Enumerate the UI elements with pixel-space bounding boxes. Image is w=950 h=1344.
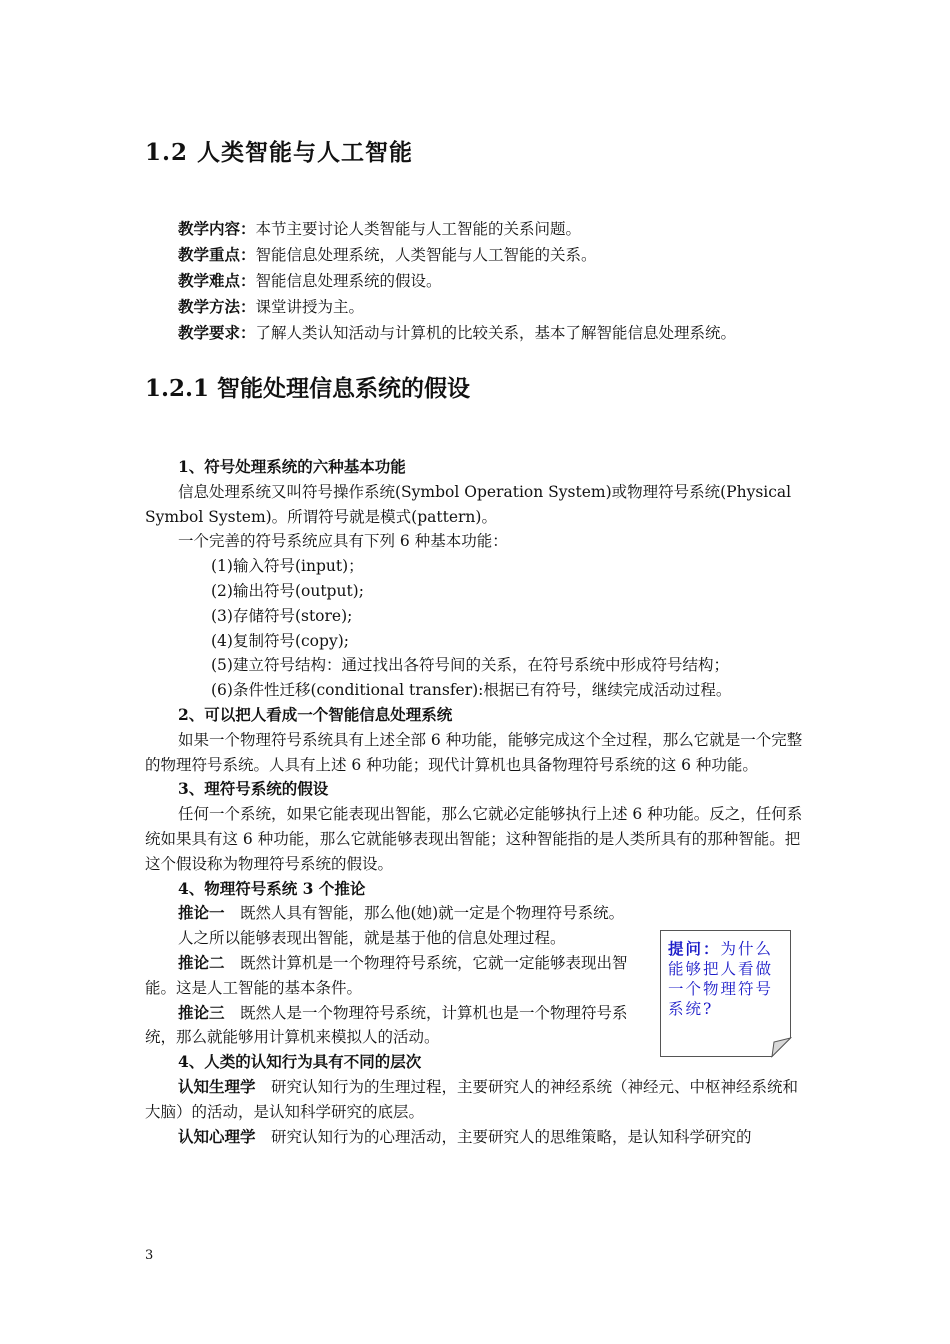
meta-row: 教学内容：本节主要讨论人类智能与人工智能的关系问题。 <box>178 219 582 238</box>
corollary-1: 推论一 既然人具有智能，那么他(她)就一定是个物理符号系统。 <box>178 903 625 923</box>
function-item: (1)输入符号(input)； <box>211 557 364 576</box>
paragraph: 人之所以能够表现出智能，就是基于他的信息处理过程。 <box>178 929 566 948</box>
heading-3: 3、理符号系统的假设 <box>178 779 329 799</box>
note-label: 提问： <box>668 939 721 958</box>
meta-row: 教学要求：了解人类认知活动与计算机的比较关系，基本了解智能信息处理系统。 <box>178 323 737 342</box>
level-psychology: 认知心理学 研究认知行为的心理活动，主要研究人的思维策略，是认知科学研究的 <box>178 1126 752 1146</box>
function-item: (6)条件性迁移(conditional transfer):根据已有符号，继续完成活动过程。 <box>211 681 732 700</box>
meta-row: 教学重点：智能信息处理系统，人类智能与人工智能的关系。 <box>178 245 597 264</box>
teaching-meta <box>178 216 736 346</box>
function-item: (2)输出符号(output); <box>211 581 364 600</box>
function-item: (5)建立符号结构：通过找出各符号间的关系，在符号系统中形成符号结构； <box>211 656 729 675</box>
heading-5: 4、人类的认知行为具有不同的层次 <box>178 1052 422 1072</box>
corollary-3: 推论三 既然人是一个物理符号系统，计算机也是一个物理符号系统，那么就能够用计算机来模拟人的活动。 <box>145 1002 628 1047</box>
meta-row: 教学方法：课堂讲授为主。 <box>178 297 365 316</box>
heading-2: 2、可以把人看成一个智能信息处理系统 <box>178 704 453 724</box>
question-note <box>660 930 790 1056</box>
paragraph: 如果一个物理符号系统具有上述全部 6 种功能，能够完成这个全过程，那么它就是一个完整的物理符号系统。人具有上述 6 种功能；现代计算机也具备物理符号系统的这 6 种功能。 <box>145 730 803 774</box>
corollary-2: 推论二 既然计算机是一个物理符号系统，它就一定能够表现出智能。这是人工智能的基本条件。 <box>145 952 628 997</box>
subsection-title: 1.2.1 智能处理信息系统的假设 <box>145 375 471 402</box>
paragraph: 任何一个系统，如果它能表现出智能，那么它就必定能够执行上述 6 种功能。反之，任何系统如果具有这 6 种功能，那么它就能够表现出智能；这种智能指的是人类所具有的那种智能。把这个假设称为物理符号系统的假设。 <box>145 805 803 873</box>
heading-4: 4、物理符号系统 3 个推论 <box>178 878 366 898</box>
paragraph: 信息处理系统又叫符号操作系统(Symbol Operation System)或物理符号系统(Physical Symbol System)。所谓符号就是模式(pattern)。 <box>145 482 792 526</box>
section-title: 1.2 人类智能与人工智能 <box>145 139 414 166</box>
level-physiology: 认知生理学 研究认知行为的生理过程，主要研究人的神经系统（神经元、中枢神经系统和大脑）的活动，是认知科学研究的底层。 <box>145 1076 799 1121</box>
function-item: (4)复制符号(copy); <box>211 631 349 650</box>
function-item: (3)存储符号(store); <box>211 606 353 625</box>
meta-row: 教学难点：智能信息处理系统的假设。 <box>178 271 442 290</box>
paragraph: 一个完善的符号系统应具有下列 6 种基本功能： <box>178 532 508 551</box>
note-question: 为什么能够把人看做一个物理符号系统? <box>668 940 774 1018</box>
heading-1: 1、符号处理系统的六种基本功能 <box>178 457 406 476</box>
page-number: 3 <box>145 1248 154 1263</box>
